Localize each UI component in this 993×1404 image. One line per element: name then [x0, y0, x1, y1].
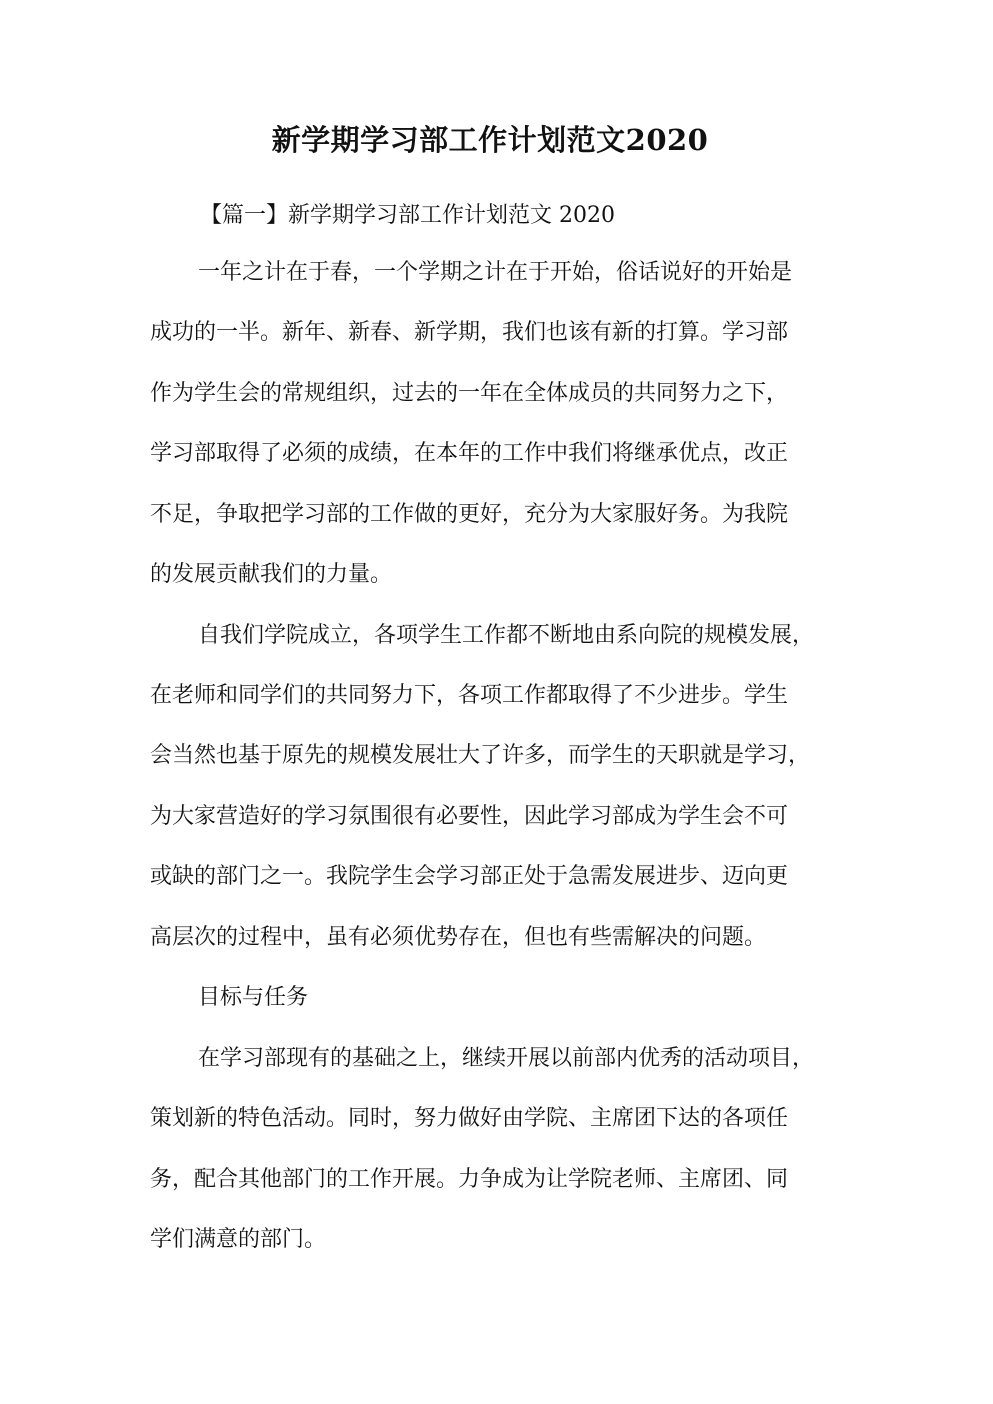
paragraph-2-line-2: 在老师和同学们的共同努力下，各项工作都取得了不少进步。学生	[150, 683, 789, 708]
document-title: 新学期学习部工作计划范文2020	[271, 123, 709, 157]
paragraph-2-line-5: 或缺的部门之一。我院学生会学习部正处于急需发展进步、迈向更	[150, 864, 789, 889]
paragraph-3-line-1: 在学习部现有的基础之上，继续开展以前部内优秀的活动项目，	[198, 1046, 815, 1071]
section-heading: 【篇一】新学期学习部工作计划范文 2020	[200, 203, 615, 228]
subheading-goals: 目标与任务	[198, 985, 309, 1010]
paragraph-2-line-3: 会当然也基于原先的规模发展壮大了许多，而学生的天职就是学习，	[150, 743, 811, 768]
paragraph-1-line-5: 不足，争取把学习部的工作做的更好，充分为大家服好务。为我院	[150, 502, 789, 527]
paragraph-1-line-3: 作为学生会的常规组织，过去的一年在全体成员的共同努力之下，	[150, 381, 789, 406]
paragraph-2-line-1: 自我们学院成立，各项学生工作都不断地由系向院的规模发展，	[198, 623, 815, 648]
paragraph-1-line-4: 学习部取得了必须的成绩，在本年的工作中我们将继承优点，改正	[150, 441, 789, 466]
paragraph-1-line-6: 的发展贡献我们的力量。	[150, 562, 393, 587]
paragraph-2-line-6: 高层次的过程中，虽有必须优势存在，但也有些需解决的问题。	[150, 925, 767, 950]
paragraph-1-line-2: 成功的一半。新年、新春、新学期，我们也该有新的打算。学习部	[150, 320, 789, 345]
paragraph-3-line-2: 策划新的特色活动。同时，努力做好由学院、主席团下达的各项任	[150, 1106, 789, 1131]
paragraph-2-line-4: 为大家营造好的学习氛围很有必要性，因此学习部成为学生会不可	[150, 804, 789, 829]
paragraph-1-line-1: 一年之计在于春，一个学期之计在于开始，俗话说好的开始是	[198, 260, 793, 285]
paragraph-3-line-3: 务，配合其他部门的工作开展。力争成为让学院老师、主席团、同	[150, 1167, 789, 1192]
paragraph-3-line-4: 学们满意的部门。	[150, 1227, 327, 1252]
